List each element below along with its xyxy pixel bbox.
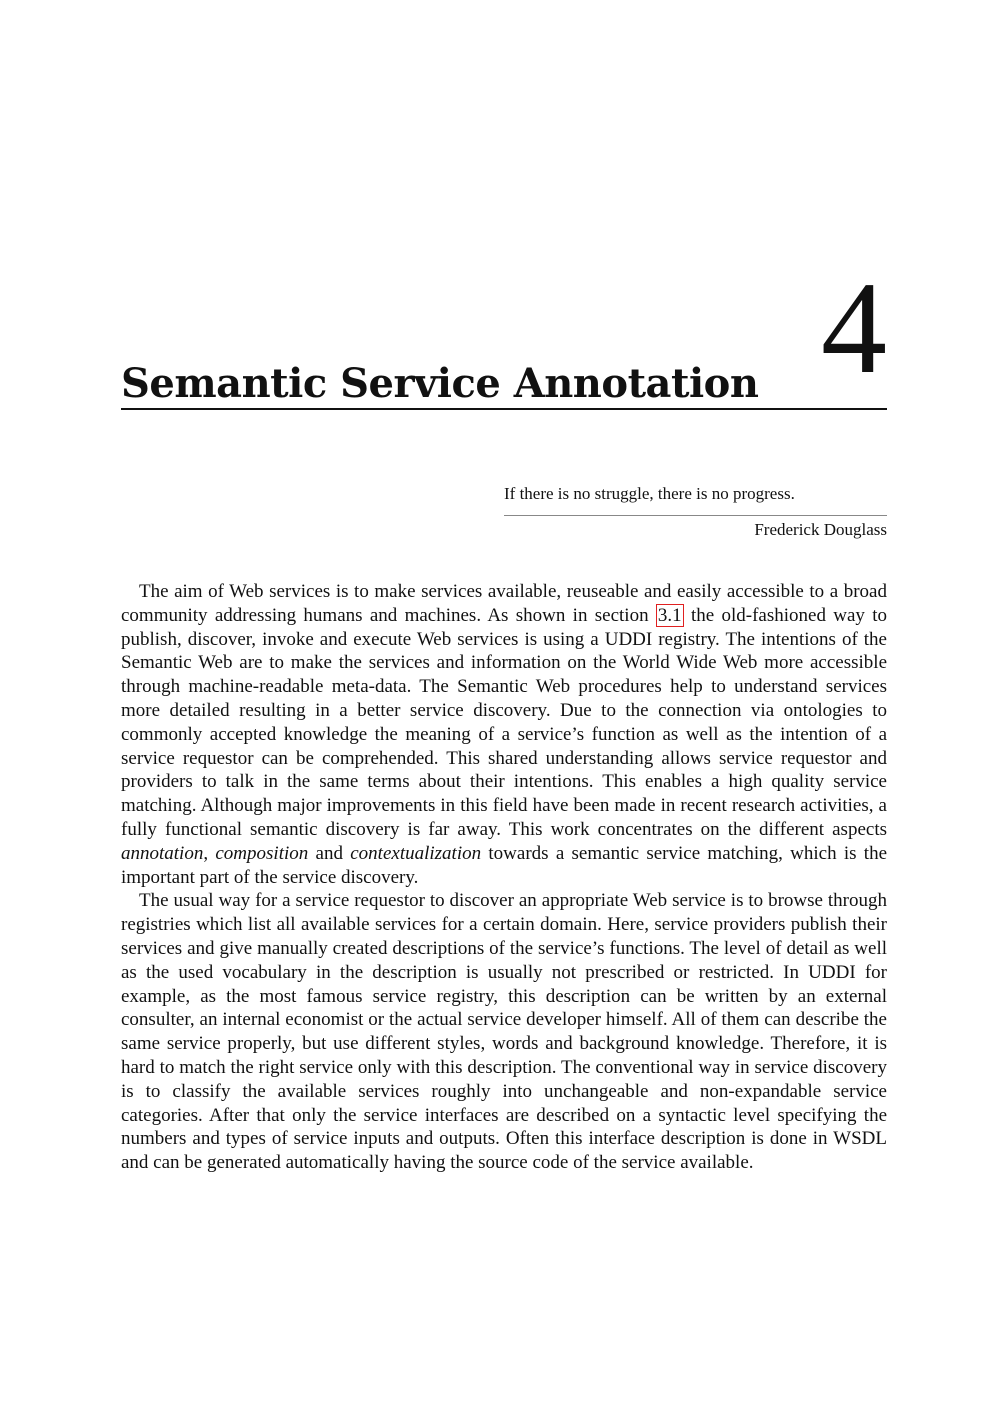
separator-1: , (203, 842, 216, 864)
chapter-number: 4 (821, 254, 887, 401)
chapter-header (121, 254, 887, 410)
paragraph-1-part-2: the old-fashioned way to publish, discover, invoke and execute Web services is using a UDDI registry. The intentions of the Semantic Web are to make the services and information on the World Wide Web more accessible through machine-readable meta-data. The Semantic Web procedures help to understand services more detailed resulting in a better service discovery. Due to the connection via ontologies to commonly accepted knowledge the meaning of a service’s function as well as the intention of a service requestor can be comprehended. This shared understanding allows service requestor and providers to talk in the same terms about their intentions. This enables a high quality service matching. Although major improvements in this field have been made in recent research activities, a fully functional semantic discovery is far away. This work concentrates on the different aspects (121, 604, 887, 840)
epigraph (504, 484, 887, 541)
term-composition: composition (215, 842, 309, 864)
paragraph-1-part-1: The aim of Web services is to make services available, reuseable and easily accessible to a broad community addressing humans and machines. As shown in section (121, 581, 887, 626)
chapter-title: Semantic Service Annotation (121, 360, 759, 407)
epigraph-author: Frederick Douglass (754, 520, 887, 540)
separator-2: and (308, 842, 351, 864)
term-annotation: annotation (121, 842, 204, 864)
paragraph-2: The usual way for a service requestor to discover an appropriate Web service is to browse through registries which list all available services for a certain domain. Here, service providers publish their services and give manually created descriptions of the service’s functions. The level of detail as well as the used vocabulary in the description is usually not prescribed or restricted. In UDDI for example, as the most famous service registry, this description can be written by an external consulter, an internal economist or the actual service developer himself. All of them can describe the same service properly, but use different styles, words and background knowledge. Therefore, it is hard to match the right service only with this description. The conventional way in service discovery is to classify the available services roughly into unchangeable and non-expandable service categories. After that only the service interfaces are described on a syntactic level specifying the numbers and types of service inputs and outputs. Often this interface description is done in WSDL and can be generated automatically having the source code of the service available. (121, 890, 887, 1174)
section-reference-link[interactable]: 3.1 (657, 604, 682, 626)
term-contextualization: contextualization (350, 842, 482, 864)
paragraph-1-part-3: towards a semantic service matching, which is the important part of the service discovery. (121, 842, 888, 888)
body-text (121, 580, 887, 1175)
paragraph-1 (121, 580, 887, 889)
epigraph-quote: If there is no struggle, there is no progress. (504, 484, 887, 516)
